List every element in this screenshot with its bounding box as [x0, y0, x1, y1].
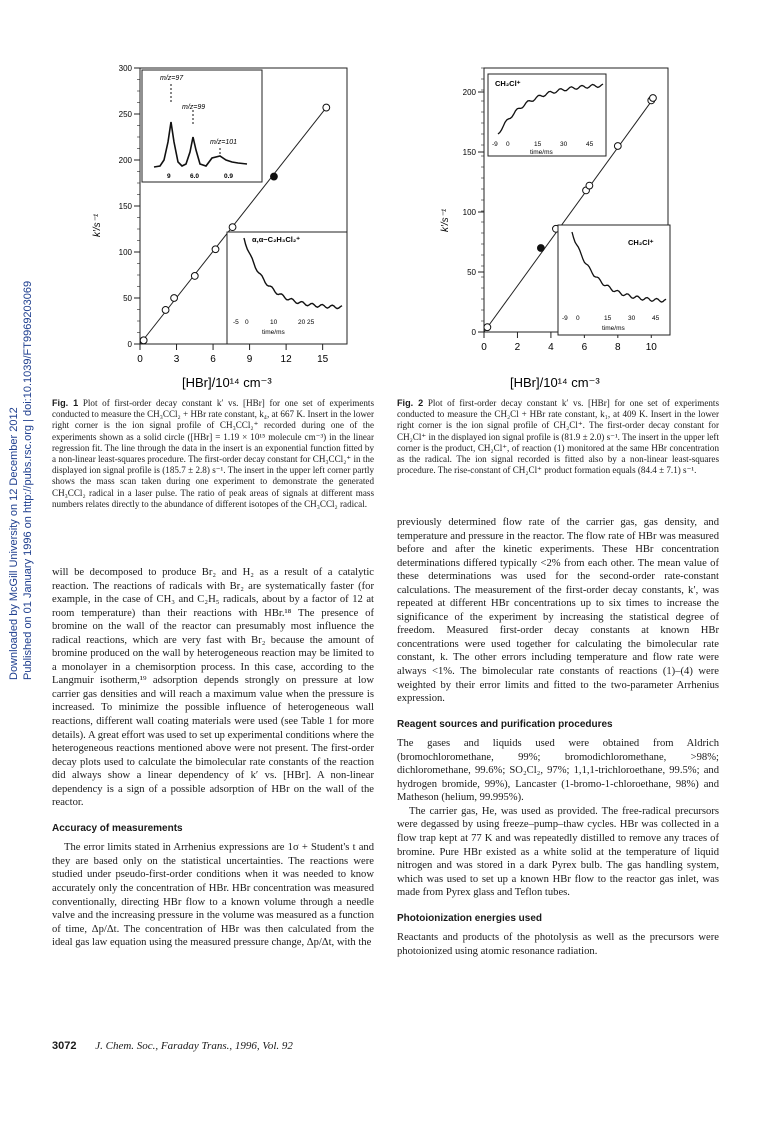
- x-axis-label: [HBr]/10¹⁴ cm⁻³: [182, 375, 272, 390]
- decay-tick-1: -9: [562, 315, 568, 322]
- y-tick-label: 50: [467, 268, 476, 277]
- data-point: [191, 273, 198, 280]
- figure-1-chart: [92, 62, 367, 392]
- left-text-column: [52, 566, 374, 950]
- rise-xlabel: time/ms: [530, 149, 553, 156]
- section-heading: Accuracy of measurements: [52, 822, 183, 834]
- x-tick-label: 0: [481, 342, 487, 353]
- y-tick-label: 50: [123, 294, 132, 303]
- figure-1-caption: [52, 398, 374, 510]
- figure-2-caption-text: Plot of first-order decay constant k′ vs. [HBr] for one set of experiments conducted to measure the CH₂Cl + HBr rate constant, k₁, at 409 K. Insert in the lower right corner is the ion signal profile of CH₂Cl⁺. The first-order decay constant for CH₂Cl⁺ in the displayed ion signal profile is (81.9 ± 2.0) s⁻¹. The insert in the upper left corner is the product, CH₂Cl⁺, of reaction (1) monitored at the same HBr concentration as the radical. The ion signal recorded is fitted also by a non-linear least-squares procedure. The rise-constant of CH₂Cl⁺ product formation equals (84.4 ± 7.1) s⁻¹.: [397, 398, 720, 476]
- publication-notice: Published on 01 January 1996 on http://pubs.rsc.org | doi:10.1039/FT9969203069: [22, 280, 34, 680]
- rise-tick-1: -9: [492, 141, 498, 148]
- decay-tick-4: 30: [628, 315, 636, 322]
- decay-tick-5: 45: [652, 315, 660, 322]
- journal-citation: J. Chem. Soc., Faraday Trans., 1996, Vol. 92: [95, 1040, 293, 1052]
- data-point: [650, 95, 657, 102]
- rise-tick-4: 30: [560, 141, 568, 148]
- y-tick-label: 200: [118, 156, 132, 165]
- x-tick-label: 2: [514, 342, 521, 353]
- mass-tick-2: 6.0: [190, 173, 200, 180]
- body-paragraph: The gases and liquids used were obtained from Aldrich (bromochloromethane, 99%; bromodichloromethane, >98%; dichloromethane, 99.6%; SO₂Cl₂, 97%; 1,1,1-trichloroethane, 99.5%; and hydrogen bromide, 99%), Lancaster (1-bromo-1-chloroethane, 98%) and Matheson (helium, 99.995%).: [397, 738, 719, 804]
- mass-label-101: m/z=101: [210, 139, 238, 146]
- x-tick-label: 6: [210, 354, 216, 365]
- data-point: [586, 182, 593, 189]
- rise-inset-label: CH₂Cl⁺: [495, 79, 521, 88]
- data-point: [140, 337, 147, 344]
- side-watermark: [0, 0, 40, 1129]
- figure-2-decay-inset: [558, 225, 670, 335]
- y-tick-label: 0: [471, 328, 476, 337]
- body-paragraph: The error limits stated in Arrhenius expressions are 1σ + Student's t and they are based only on the statistical uncertainties. The reactions were studied under pseudo-first-order conditions when it was needed to know accurately only the concentration of HBr. HBr concentration was measured conventionally, directing HBr flow to a known volume through a needle valve and the increasing pressure in the volume was measured as a function of time, Δp/Δt. The concentration of HBr was then calculated from the ideal gas law equation using the measured pressure change, Δp/Δt, with the: [52, 842, 374, 949]
- x-tick-label: 15: [317, 354, 329, 365]
- x-tick-label: 0: [137, 354, 143, 365]
- y-tick-label: 100: [118, 248, 132, 257]
- x-tick-label: 4: [548, 342, 554, 353]
- y-tick-label: 200: [462, 88, 476, 97]
- data-point: [484, 324, 491, 331]
- data-point: [271, 173, 278, 180]
- figure-2-chart: [438, 62, 678, 392]
- data-point: [171, 295, 178, 302]
- figure-2-label: Fig. 2: [397, 398, 424, 408]
- data-point: [537, 245, 544, 252]
- page-number: 3072: [52, 1040, 77, 1052]
- inset-tick-3: 10: [270, 319, 278, 326]
- inset-xlabel: time/ms: [262, 329, 285, 336]
- rise-tick-3: 15: [534, 141, 542, 148]
- data-point: [323, 104, 330, 111]
- body-paragraph: Reactants and products of the photolysis as well as the precursors were photoionized using atomic resonance radiation.: [397, 932, 719, 957]
- rise-tick-5: 45: [586, 141, 594, 148]
- data-point: [229, 224, 236, 231]
- figure-1-caption-text: Plot of first-order decay constant k′ vs. [HBr] for one set of experiments conducted to measure the CH₃CCl₂ + HBr rate constant, k₄, at 667 K. Insert in the lower right corner is the ion signal profile of CH₃CCl₂⁺ recorded during one of the experiments shown as a solid circle ([HBr] = 1.19 × 10¹⁵ molecule cm⁻³) in the linear regression fit. The line through the data in the insert is an exponential function fitted by a non-linear least-squares procedure. The first-order decay constant for CH₃CCl₂⁺ in the displayed ion signal profile is (185.7 ± 2.8) s⁻¹. The insert in the upper left corner partly shows the mass scan taken during one experiment to demonstrate the generated CH₃CCl₂ radical in a laser pulse. The ratio of peak areas of signals at different mass numbers relates directly to the abundance of different isotopes of the CH₃CCl₂ radical.: [52, 398, 375, 509]
- data-point: [212, 246, 219, 253]
- decay-xlabel: time/ms: [602, 325, 625, 332]
- body-paragraph: The carrier gas, He, was used as provided. The free-radical precursors were degassed by using freeze–pump–thaw cycles. HBr was collected in a flow trap kept at 77 K and was repeatedly distilled to remove any traces of bromine. Pure HBr existed as a white solid at the temperature of liquid nitrogen and was stored in a dark Pyrex bulb. The gas handling system, which was used to set up a known HBr flow to the reactor gas inlet, was made from Pyrex glass and Teflon tubes.: [397, 805, 719, 899]
- decay-inset-label: CH₂Cl⁺: [628, 238, 654, 247]
- rise-tick-2: 0: [506, 141, 510, 148]
- inset-species-label: α,α−C₂H₃Cl₂⁺: [252, 235, 301, 244]
- decay-tick-3: 15: [604, 315, 612, 322]
- x-tick-label: 9: [246, 354, 253, 365]
- figure-2-caption: [397, 398, 719, 476]
- figure-2-rise-inset: [488, 74, 606, 156]
- x-tick-label: 12: [280, 354, 292, 365]
- right-text-column: [397, 516, 719, 958]
- inset-tick-4: 20 25: [298, 319, 315, 326]
- figure-1-decay-inset: [227, 232, 347, 344]
- x-tick-label: 6: [581, 342, 588, 353]
- figure-1-label: Fig. 1: [52, 398, 79, 408]
- download-notice: Downloaded by McGill University on 12 December 2012: [8, 407, 20, 680]
- y-tick-label: 0: [127, 340, 132, 349]
- mass-label-99: m/z=99: [182, 104, 206, 111]
- decay-tick-2: 0: [576, 315, 580, 322]
- section-heading: Photoionization energies used: [397, 912, 543, 924]
- mass-label-97: m/z=97: [160, 75, 184, 82]
- data-point: [614, 143, 621, 150]
- x-axis-label: [HBr]/10¹⁴ cm⁻³: [510, 375, 600, 390]
- y-tick-label: 300: [118, 64, 132, 73]
- figure-1-mass-scan-inset: [142, 70, 262, 182]
- y-axis-label: k′/s⁻¹: [440, 208, 451, 232]
- y-tick-label: 150: [118, 202, 132, 211]
- page-footer: [52, 1040, 293, 1052]
- y-tick-label: 250: [118, 110, 132, 119]
- x-tick-label: 10: [645, 342, 657, 353]
- y-tick-label: 100: [462, 208, 476, 217]
- mass-tick-3: 0.9: [224, 173, 234, 180]
- body-paragraph: will be decomposed to produce Br₂ and H₂ as a result of a catalytic reaction. The reactions of radicals with Br₂ are systematically faster (for example, in the case of CH₃ and C₂H₅ radicals, about by a factor of 12 at room temperature) than their reactions with HBr.¹⁸ The presence of bromine on the wall of the reactor can presumably most influence the radical reactions, which are very fast with Br₂ because the amount of bromine produced on the wall by heterogeneous reaction may be limited to a monolayer in a chemisorption process. In this case, according to the Langmuir isotherm,¹⁹ adsorption depends strongly on pressure at low carrier gas densities and will reach a maximum value when the pressure is increased. To minimize the possible influence of heterogeneous wall reactions, different wall coating materials were used (see Table 1 for more details). A great effort was used to set up experimental conditions where the heterogeneous reactions mentioned above were not present. The first-order decay plots used to calculate the bimolecular rate constants of the reaction did always show a linear dependency of k′ vs. [HBr]. A non-linear dependency is a sign of a possible adsorption of HBr on the wall of the reactor.: [52, 567, 374, 809]
- x-tick-label: 8: [615, 342, 621, 353]
- inset-tick-1: -5: [233, 319, 239, 326]
- y-tick-label: 150: [462, 148, 476, 157]
- body-paragraph: previously determined flow rate of the carrier gas, gas density, and temperature and pressure in the reactor. The flow rate of HBr was measured before and after the kinetic experiments. These HBr concentration determinations differed typically <2% from each other. The mean value of these determinations was used for the second-order rate-constant calculations. The measurement of the first-order decay constants, k′, was repeated at different HBr concentrations up to six times to increase the significance of the experiment by increasing the statistical degree of freedom. Measured first-order decay constants at known HBr concentrations were used together for calculating the bimolecular rate constant, k. The other errors including temperature and flow rate were always <1%. The bimolecular rate constants of reactions (1)–(4) were weighted by their error limits and fitted to the two-parameter Arrhenius expression.: [397, 517, 719, 705]
- mass-tick-1: 9: [167, 173, 171, 180]
- section-heading: Reagent sources and purification procedures: [397, 718, 613, 730]
- x-tick-label: 3: [173, 354, 180, 365]
- inset-tick-2: 0: [245, 319, 249, 326]
- y-axis-label: k′/s⁻¹: [92, 213, 103, 237]
- data-point: [162, 307, 169, 314]
